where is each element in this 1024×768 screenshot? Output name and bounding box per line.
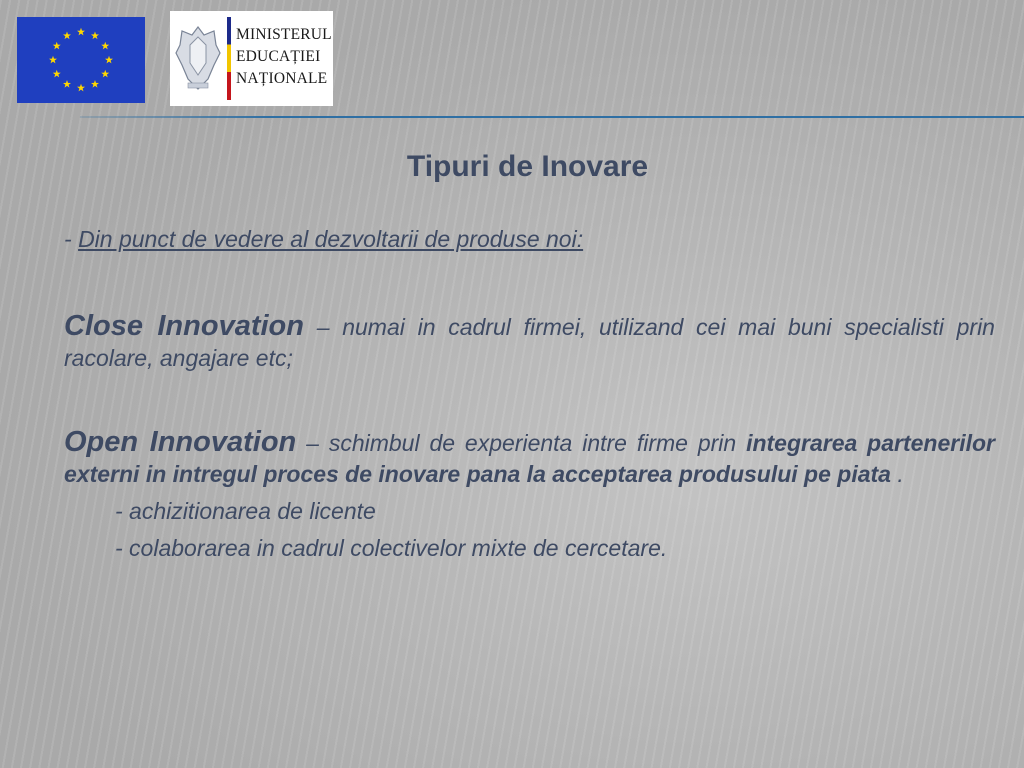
ministry-line-2: EDUCAȚIEI: [236, 48, 321, 65]
open-innovation-bold: integrarea partenerilor externi in intregul proces de inovare pana la acceptarea produsului pe piata: [64, 430, 995, 487]
eu-stars-icon: [17, 17, 145, 103]
eu-star-icon: [49, 56, 57, 64]
eu-star-icon: [91, 32, 99, 40]
ministry-logo: [170, 11, 333, 106]
eu-flag-logo: [17, 17, 145, 103]
ministry-line-1: MINISTERUL: [236, 26, 332, 43]
tricolor-stripe: [227, 17, 231, 100]
eu-star-icon: [101, 42, 109, 50]
close-innovation-term: Close Innovation: [64, 310, 304, 342]
open-innovation-paragraph: [64, 427, 995, 490]
eu-star-icon: [77, 84, 85, 92]
subheading-prefix: -: [64, 226, 72, 252]
header-divider: [80, 116, 1024, 118]
slide-content: [64, 224, 995, 564]
eu-star-icon: [77, 28, 85, 36]
subheading-text: Din punct de vedere al dezvoltarii de produse noi:: [78, 226, 584, 252]
eu-star-icon: [53, 70, 61, 78]
open-innovation-end: .: [890, 461, 904, 487]
bullet-item: - colaborarea in cadrul colectivelor mixte de cercetare.: [115, 535, 668, 561]
open-innovation-text: – schimbul de experienta intre firme prin: [296, 430, 747, 456]
bullet-item: - achizitionarea de licente: [115, 498, 376, 524]
close-innovation-paragraph: [64, 311, 995, 374]
subheading: [64, 224, 995, 255]
eu-star-icon: [63, 80, 71, 88]
eu-star-icon: [63, 32, 71, 40]
eu-star-icon: [53, 42, 61, 50]
eu-star-icon: [91, 80, 99, 88]
eu-star-icon: [105, 56, 113, 64]
ministry-name: [236, 24, 332, 90]
eu-star-icon: [101, 70, 109, 78]
close-innovation-text: – numai in cadrul firmei, utilizand cei mai buni specialisti prin racolare, angajare etc;: [64, 314, 995, 371]
open-innovation-term: Open Innovation: [64, 426, 297, 458]
ministry-line-3: NAȚIONALE: [236, 70, 328, 87]
slide-title: Tipuri de Inovare: [406, 150, 649, 183]
coat-of-arms-icon: [174, 23, 222, 95]
